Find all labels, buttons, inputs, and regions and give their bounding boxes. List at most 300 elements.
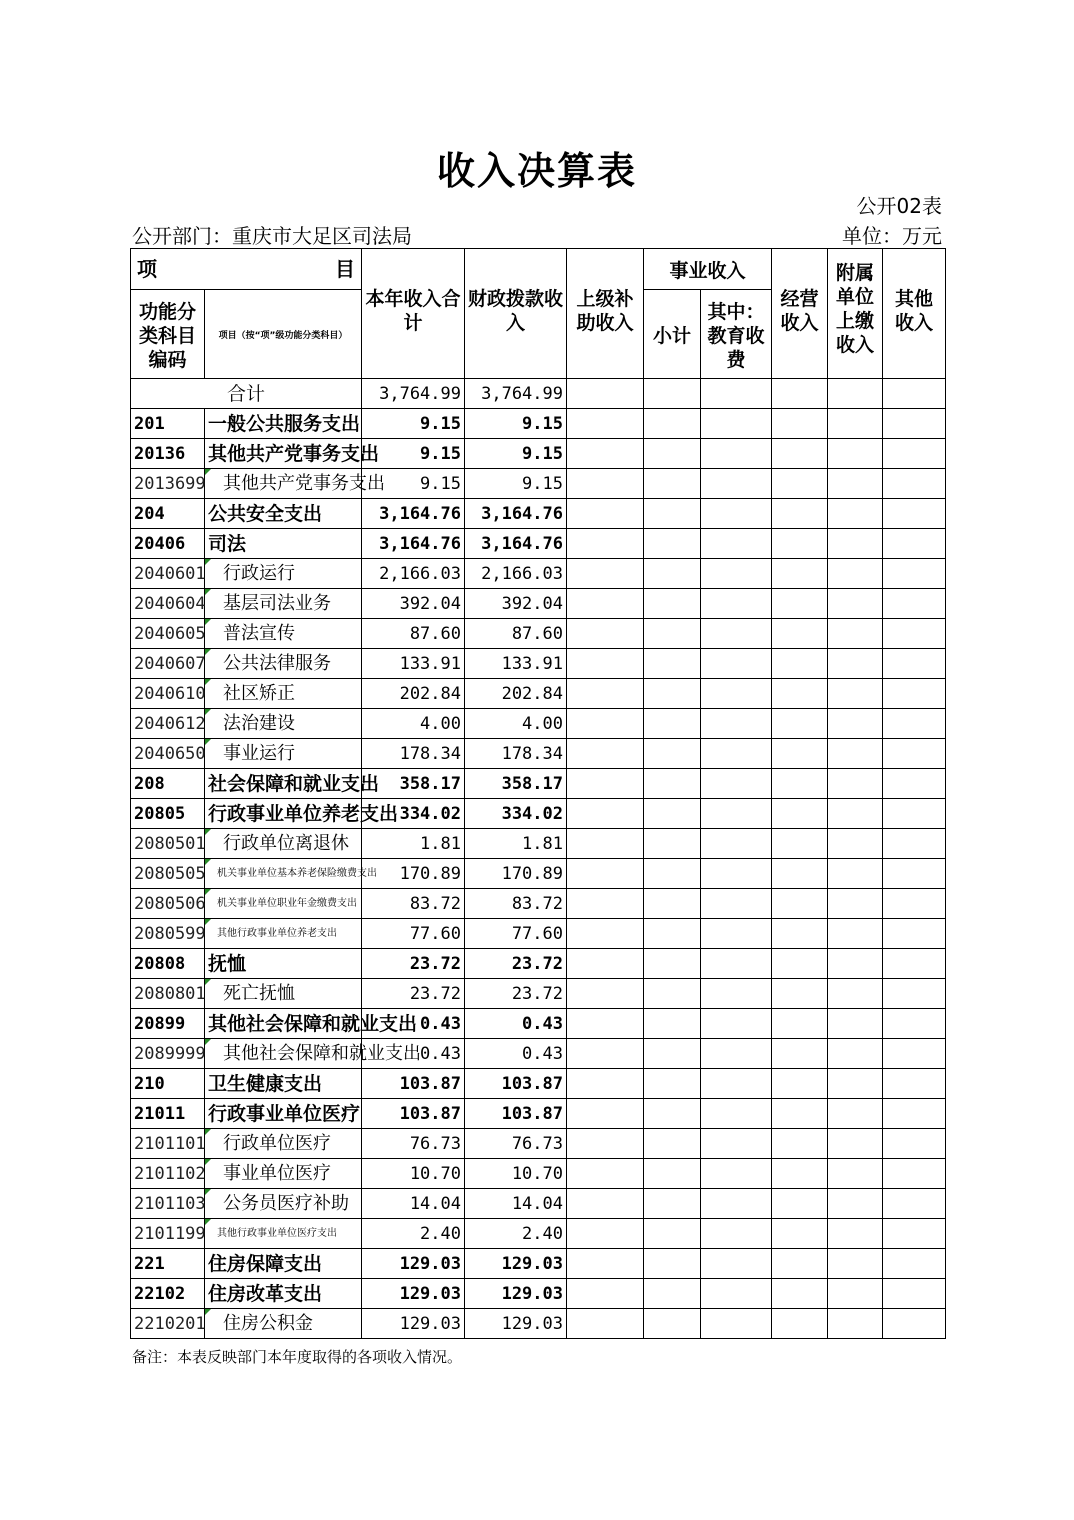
row-fiscal: 2.40: [465, 1219, 567, 1249]
empty-cell: [828, 679, 883, 709]
row-total-income: 77.60: [362, 919, 465, 949]
row-total-income: 4.00: [362, 709, 465, 739]
row-name: 社区矫正: [205, 679, 362, 709]
row-name: 行政事业单位养老支出: [205, 799, 362, 829]
empty-cell: [883, 559, 946, 589]
row-code: 20808: [131, 949, 205, 979]
empty-cell: [701, 1069, 772, 1099]
empty-cell: [644, 1009, 701, 1039]
empty-cell: [828, 589, 883, 619]
row-total-income: 129.03: [362, 1249, 465, 1279]
row-name: 死亡抚恤: [205, 979, 362, 1009]
table-row: [131, 469, 946, 499]
empty-cell: [567, 1279, 644, 1309]
row-total-income: 2.40: [362, 1219, 465, 1249]
row-code: 2080506: [131, 889, 205, 919]
empty-cell: [644, 1159, 701, 1189]
empty-cell: [828, 979, 883, 1009]
empty-cell: [883, 1159, 946, 1189]
empty-cell: [567, 1309, 644, 1339]
row-total-income: 202.84: [362, 679, 465, 709]
empty-cell: [828, 949, 883, 979]
empty-cell: [701, 1309, 772, 1339]
row-fiscal: 103.87: [465, 1069, 567, 1099]
empty-cell: [567, 1189, 644, 1219]
empty-cell: [644, 679, 701, 709]
row-code: 2040610: [131, 679, 205, 709]
cell-marker: [205, 1189, 211, 1195]
empty-cell: [828, 769, 883, 799]
empty-cell: [883, 469, 946, 499]
empty-cell: [644, 589, 701, 619]
cell-marker: [205, 679, 211, 685]
empty-cell: [883, 529, 946, 559]
empty-cell: [772, 1099, 828, 1129]
empty-cell: [567, 769, 644, 799]
empty-cell: [828, 529, 883, 559]
empty-cell: [883, 679, 946, 709]
empty-cell: [567, 949, 644, 979]
row-code: 20805: [131, 799, 205, 829]
row-name: 公共安全支出: [205, 499, 362, 529]
table-row: [131, 709, 946, 739]
cell-marker: [205, 1219, 211, 1225]
empty-cell: [772, 649, 828, 679]
empty-cell: [772, 1309, 828, 1339]
empty-cell: [883, 409, 946, 439]
row-name: 住房改革支出: [205, 1279, 362, 1309]
row-code: 208: [131, 769, 205, 799]
empty-cell: [883, 1189, 946, 1219]
empty-cell: [567, 1159, 644, 1189]
row-name: 社会保障和就业支出: [205, 769, 362, 799]
row-total-income: 14.04: [362, 1189, 465, 1219]
empty-cell: [701, 769, 772, 799]
operating-income-header: 经营收入: [772, 249, 828, 379]
affiliated-header: 附属单位上缴收入: [828, 249, 883, 379]
empty-cell: [883, 1129, 946, 1159]
row-code: 2089999: [131, 1039, 205, 1069]
table-row: [131, 589, 946, 619]
row-total-income: 0.43: [362, 1039, 465, 1069]
row-fiscal: 4.00: [465, 709, 567, 739]
empty-cell: [644, 1189, 701, 1219]
row-total-income: 76.73: [362, 1129, 465, 1159]
row-total-income: 23.72: [362, 949, 465, 979]
table-row: [131, 1309, 946, 1339]
row-name: 公务员医疗补助: [205, 1189, 362, 1219]
table-row: [131, 829, 946, 859]
department-label: 公开部门：重庆市大足区司法局: [132, 224, 412, 248]
empty-cell: [883, 1219, 946, 1249]
empty-cell: [567, 679, 644, 709]
row-name: 一般公共服务支出: [205, 409, 362, 439]
empty-cell: [567, 799, 644, 829]
row-fiscal: 392.04: [465, 589, 567, 619]
empty-cell: [828, 559, 883, 589]
row-total-income: 358.17: [362, 769, 465, 799]
total-fiscal-value: 3,764.99: [465, 379, 567, 409]
empty-cell: [883, 1009, 946, 1039]
row-total-income: 10.70: [362, 1159, 465, 1189]
empty-cell: [701, 1159, 772, 1189]
row-fiscal: 202.84: [465, 679, 567, 709]
empty-cell: [772, 799, 828, 829]
cell-marker: [205, 589, 211, 595]
row-fiscal: 10.70: [465, 1159, 567, 1189]
empty-cell: [567, 439, 644, 469]
empty-cell: [883, 829, 946, 859]
table-row: [131, 799, 946, 829]
row-fiscal: 103.87: [465, 1099, 567, 1129]
row-code: 2040601: [131, 559, 205, 589]
empty-cell: [772, 589, 828, 619]
row-code: 2210201: [131, 1309, 205, 1339]
row-total-income: 83.72: [362, 889, 465, 919]
empty-cell: [567, 709, 644, 739]
table-row: [131, 739, 946, 769]
row-code: 2040604: [131, 589, 205, 619]
row-code: 2080801: [131, 979, 205, 1009]
empty-cell: [701, 979, 772, 1009]
empty-cell: [644, 769, 701, 799]
empty-cell: [828, 409, 883, 439]
empty-cell: [883, 799, 946, 829]
row-code: 20406: [131, 529, 205, 559]
empty-cell: [883, 739, 946, 769]
empty-cell: [644, 709, 701, 739]
table-row: [131, 919, 946, 949]
row-code: 2040612: [131, 709, 205, 739]
empty-cell: [567, 859, 644, 889]
row-fiscal: 77.60: [465, 919, 567, 949]
empty-cell: [701, 799, 772, 829]
empty-cell: [701, 1099, 772, 1129]
row-fiscal: 133.91: [465, 649, 567, 679]
cell-marker: [205, 1159, 211, 1165]
row-fiscal: 0.43: [465, 1039, 567, 1069]
cell-marker: [205, 649, 211, 655]
empty-cell: [701, 529, 772, 559]
row-fiscal: 358.17: [465, 769, 567, 799]
row-name: 抚恤: [205, 949, 362, 979]
row-code: 2040650: [131, 739, 205, 769]
empty-cell: [883, 769, 946, 799]
empty-cell: [883, 949, 946, 979]
empty-cell: [644, 739, 701, 769]
cell-marker: [205, 919, 211, 925]
table-row: [131, 979, 946, 1009]
row-fiscal: 2,166.03: [465, 559, 567, 589]
empty-cell: [828, 739, 883, 769]
row-code: 2040605: [131, 619, 205, 649]
table-row: [131, 949, 946, 979]
row-code: 20136: [131, 439, 205, 469]
empty-cell: [772, 1009, 828, 1039]
table-row: [131, 769, 946, 799]
row-fiscal: 23.72: [465, 979, 567, 1009]
row-code: 2080505: [131, 859, 205, 889]
table-row: [131, 559, 946, 589]
empty-cell: [883, 439, 946, 469]
empty-cell: [567, 1099, 644, 1129]
row-total-income: 170.89: [362, 859, 465, 889]
cell-marker: [205, 709, 211, 715]
empty-cell: [828, 1039, 883, 1069]
row-fiscal: 1.81: [465, 829, 567, 859]
empty-cell: [828, 1279, 883, 1309]
empty-cell: [772, 559, 828, 589]
row-fiscal: 76.73: [465, 1129, 567, 1159]
empty-cell: [644, 559, 701, 589]
empty-cell: [701, 439, 772, 469]
row-total-income: 9.15: [362, 439, 465, 469]
empty-cell: [644, 1129, 701, 1159]
row-code: 2101199: [131, 1219, 205, 1249]
empty-cell: [701, 1279, 772, 1309]
row-fiscal: 129.03: [465, 1249, 567, 1279]
row-fiscal: 3,164.76: [465, 499, 567, 529]
cell-marker: [205, 1129, 211, 1135]
table-row: [131, 529, 946, 559]
table-row: [131, 649, 946, 679]
row-total-income: 334.02: [362, 799, 465, 829]
row-total-income: 23.72: [362, 979, 465, 1009]
empty-cell: [567, 1219, 644, 1249]
table-row: [131, 1219, 946, 1249]
row-name: 基层司法业务: [205, 589, 362, 619]
row-name: 司法: [205, 529, 362, 559]
empty-cell: [644, 409, 701, 439]
empty-cell: [701, 1039, 772, 1069]
empty-cell: [567, 919, 644, 949]
empty-cell: [644, 469, 701, 499]
empty-cell: [644, 1249, 701, 1279]
empty-cell: [567, 979, 644, 1009]
empty-cell: [883, 979, 946, 1009]
total-income-header: 本年收入合计: [362, 249, 465, 379]
row-name: 其他社会保障和就业支出: [205, 1009, 362, 1039]
empty-cell: [883, 1279, 946, 1309]
empty-cell: [701, 1129, 772, 1159]
empty-cell: [772, 679, 828, 709]
empty-cell: [701, 589, 772, 619]
row-total-income: 87.60: [362, 619, 465, 649]
row-name: 住房保障支出: [205, 1249, 362, 1279]
empty-cell: [701, 1189, 772, 1219]
empty-cell: [883, 1099, 946, 1129]
upper-subsidy-header: 上级补助收入: [567, 249, 644, 379]
empty-cell: [828, 1189, 883, 1219]
func-code-header: 功能分类科目编码: [131, 290, 205, 379]
empty-cell: [644, 1279, 701, 1309]
empty-cell: [828, 1129, 883, 1159]
empty-cell: [772, 499, 828, 529]
row-fiscal: 83.72: [465, 889, 567, 919]
table-row: [131, 1069, 946, 1099]
row-name: 卫生健康支出: [205, 1069, 362, 1099]
empty-cell: [567, 1039, 644, 1069]
empty-cell: [772, 859, 828, 889]
total-income-value: 3,764.99: [362, 379, 465, 409]
empty-cell: [701, 499, 772, 529]
empty-cell: [644, 1039, 701, 1069]
cell-marker: [205, 1309, 211, 1315]
table-row: [131, 1279, 946, 1309]
table-row: [131, 859, 946, 889]
empty-cell: [772, 469, 828, 499]
empty-cell: [828, 469, 883, 499]
row-code: 20899: [131, 1009, 205, 1039]
cell-marker: [205, 739, 211, 745]
empty-cell: [644, 1309, 701, 1339]
row-total-income: 103.87: [362, 1099, 465, 1129]
empty-cell: [701, 409, 772, 439]
empty-cell: [701, 949, 772, 979]
table-row: [131, 1159, 946, 1189]
empty-cell: [567, 889, 644, 919]
empty-cell: [644, 1219, 701, 1249]
empty-cell: [883, 1039, 946, 1069]
empty-cell: [644, 949, 701, 979]
empty-cell: [828, 1309, 883, 1339]
row-name: 其他行政事业单位医疗支出: [205, 1219, 362, 1249]
empty-cell: [883, 859, 946, 889]
empty-cell: [828, 1159, 883, 1189]
row-fiscal: 14.04: [465, 1189, 567, 1219]
row-fiscal: 170.89: [465, 859, 567, 889]
empty-cell: [701, 649, 772, 679]
empty-cell: [828, 859, 883, 889]
row-name: 行政单位医疗: [205, 1129, 362, 1159]
empty-cell: [772, 769, 828, 799]
empty-cell: [772, 1219, 828, 1249]
empty-cell: [701, 739, 772, 769]
empty-cell: [828, 1009, 883, 1039]
empty-cell: [772, 619, 828, 649]
empty-cell: [567, 1129, 644, 1159]
row-name: 其他社会保障和就业支出: [205, 1039, 362, 1069]
empty-cell: [828, 1249, 883, 1279]
cell-marker: [205, 979, 211, 985]
empty-cell: [828, 649, 883, 679]
row-name: 法治建设: [205, 709, 362, 739]
row-total-income: 103.87: [362, 1069, 465, 1099]
empty-cell: [701, 709, 772, 739]
table-row: [131, 1129, 946, 1159]
empty-cell: [828, 1219, 883, 1249]
row-name: 普法宣传: [205, 619, 362, 649]
row-code: 221: [131, 1249, 205, 1279]
row-code: 204: [131, 499, 205, 529]
row-code: 2080501: [131, 829, 205, 859]
row-fiscal: 129.03: [465, 1309, 567, 1339]
table-row: [131, 1009, 946, 1039]
empty-cell: [567, 469, 644, 499]
empty-cell: [644, 1069, 701, 1099]
empty-cell: [567, 739, 644, 769]
empty-cell: [701, 889, 772, 919]
empty-cell: [701, 469, 772, 499]
empty-cell: [883, 649, 946, 679]
empty-cell: [567, 649, 644, 679]
item-name-header: 项目（按“项”级功能分类科目）: [205, 290, 362, 379]
empty-cell: [772, 919, 828, 949]
row-fiscal: 87.60: [465, 619, 567, 649]
cell-marker: [205, 889, 211, 895]
empty-cell: [828, 1099, 883, 1129]
table-row: [131, 409, 946, 439]
empty-cell: [772, 1159, 828, 1189]
total-label: 合计: [131, 379, 362, 409]
empty-cell: [644, 799, 701, 829]
empty-cell: [644, 829, 701, 859]
empty-cell: [772, 829, 828, 859]
empty-cell: [772, 889, 828, 919]
empty-cell: [772, 709, 828, 739]
row-name: 公共法律服务: [205, 649, 362, 679]
table-row: [131, 1249, 946, 1279]
row-name: 机关事业单位基本养老保险缴费支出: [205, 859, 362, 889]
subtotal-header: 小计: [644, 290, 701, 379]
cell-marker: [205, 829, 211, 835]
row-code: 22102: [131, 1279, 205, 1309]
row-fiscal: 0.43: [465, 1009, 567, 1039]
empty-cell: [567, 529, 644, 559]
row-fiscal: 9.15: [465, 409, 567, 439]
empty-cell: [772, 1039, 828, 1069]
empty-cell: [644, 499, 701, 529]
empty-cell: [567, 1009, 644, 1039]
empty-cell: [883, 619, 946, 649]
empty-cell: [644, 919, 701, 949]
form-number: 公开02表: [856, 194, 942, 218]
item-header: [131, 249, 362, 290]
unit-label: 单位：万元: [842, 224, 942, 248]
empty-cell: [772, 1249, 828, 1279]
cell-marker: [205, 469, 211, 475]
empty-cell: [644, 529, 701, 559]
table-row: [131, 1189, 946, 1219]
empty-cell: [828, 1069, 883, 1099]
fiscal-header: 财政拨款收入: [465, 249, 567, 379]
row-fiscal: 178.34: [465, 739, 567, 769]
empty-cell: [701, 1219, 772, 1249]
row-total-income: 0.43: [362, 1009, 465, 1039]
table-row: [131, 439, 946, 469]
row-fiscal: 9.15: [465, 439, 567, 469]
row-code: 201: [131, 409, 205, 439]
empty-cell: [883, 499, 946, 529]
empty-cell: [883, 589, 946, 619]
row-fiscal: 9.15: [465, 469, 567, 499]
row-code: 2101101: [131, 1129, 205, 1159]
page-title: 收入决算表: [436, 149, 637, 193]
empty-cell: [567, 829, 644, 859]
row-total-income: 392.04: [362, 589, 465, 619]
row-code: 2101102: [131, 1159, 205, 1189]
empty-cell: [567, 409, 644, 439]
empty-cell: [701, 919, 772, 949]
empty-cell: [883, 1249, 946, 1279]
empty-cell: [567, 1069, 644, 1099]
empty-cell: [772, 739, 828, 769]
empty-cell: [567, 499, 644, 529]
empty-cell: [701, 859, 772, 889]
row-fiscal: 334.02: [465, 799, 567, 829]
empty-cell: [828, 619, 883, 649]
row-total-income: 9.15: [362, 409, 465, 439]
